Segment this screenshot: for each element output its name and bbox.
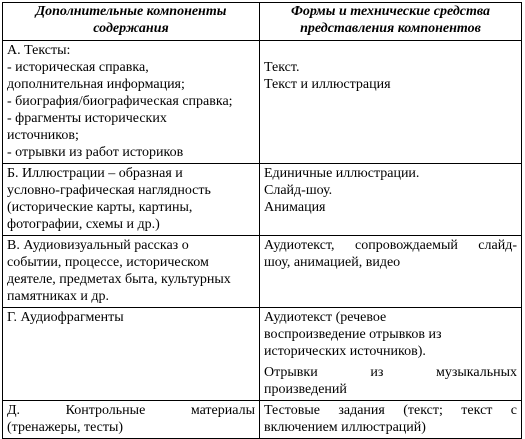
- row-a-component: А. Тексты: - историческая справка, дополнительная информация; - биография/биографическая справка; - фрагменты исторических источников; - отрывки из работ историков: [3, 41, 260, 164]
- row-a-forms: Текст. Текст и иллюстрация: [260, 41, 522, 164]
- row-c-forms: Аудиотекст, сопровождаемый слайд- шоу, анимацией, видео: [260, 236, 522, 308]
- row-d-forms: Аудиотекст (речевое воспроизведение отрывков из исторических источников). Отрывки из музыкальных произведений: [260, 308, 522, 401]
- row-e-forms: Тестовые задания (текст; текст с включением иллюстраций): [260, 401, 522, 439]
- table-row: [3, 164, 522, 236]
- row-d-component: Г. Аудиофрагменты: [3, 308, 260, 401]
- row-b-forms: Единичные иллюстрации. Слайд-шоу. Анимация: [260, 164, 522, 236]
- row-b-component: Б. Иллюстрации – образная и условно-графическая наглядность (исторические карты, картины, фотографии, схемы и др.): [3, 164, 260, 236]
- table-row: [3, 41, 522, 164]
- table-row: [3, 401, 522, 439]
- table-row: [3, 308, 522, 401]
- table-row: [3, 236, 522, 308]
- row-e-component: Д. Контрольные материалы (тренажеры, тесты): [3, 401, 260, 439]
- header-forms-and-means: Формы и технические средства представления компонентов: [260, 3, 522, 41]
- table-header-row: [3, 3, 522, 41]
- header-additional-components: Дополнительные компоненты содержания: [3, 3, 260, 41]
- row-c-component: В. Аудиовизуальный рассказ о событии, процессе, историческом деятеле, предметах быта, культурных памятниках и др.: [3, 236, 260, 308]
- content-components-table: [2, 2, 522, 439]
